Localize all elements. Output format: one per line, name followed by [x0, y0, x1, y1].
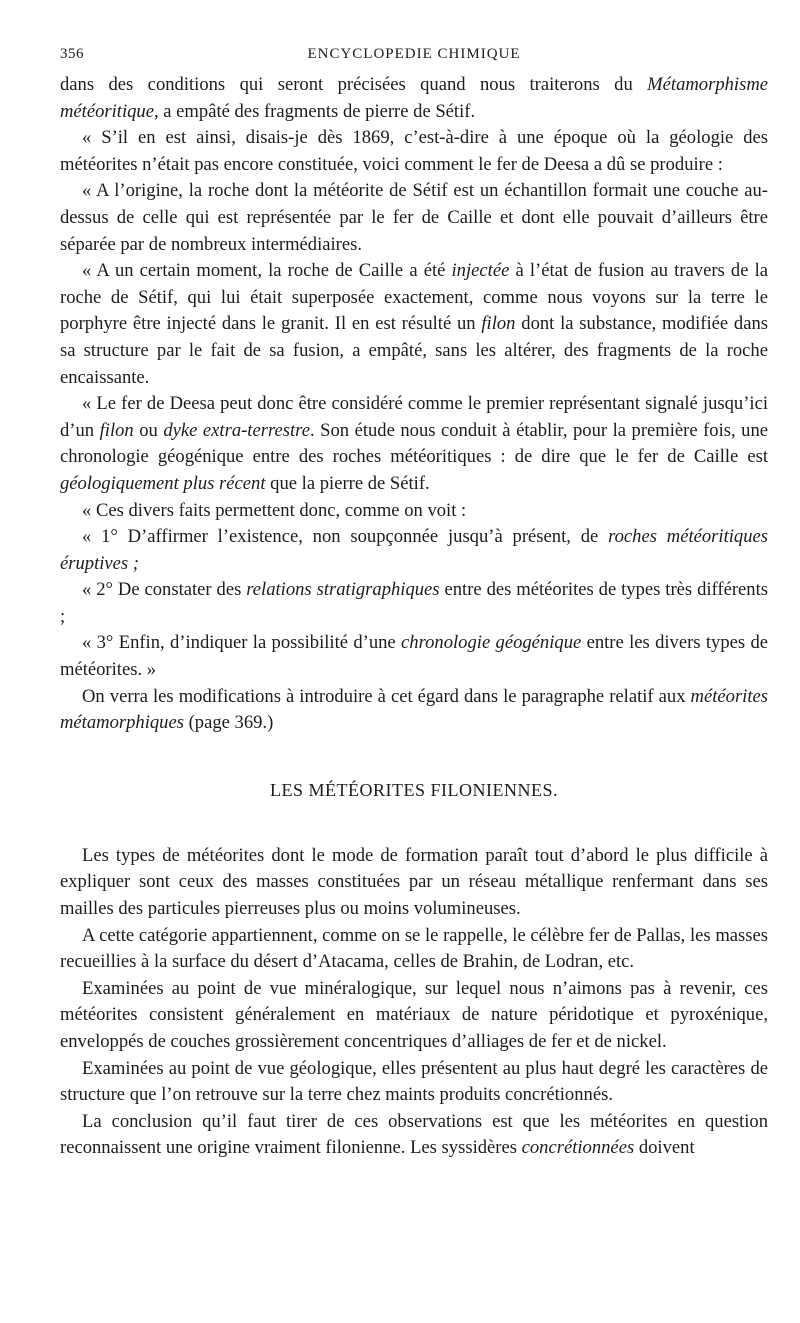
- text-run: doivent: [634, 1137, 695, 1159]
- text-run: . Son étude nous conduit à établir, pour la première fois, une chronologie géogénique entre des roches météoritiques : de dire que le fer de Caille est: [60, 419, 768, 468]
- text-run: « S’il en est ainsi, disais-je dès 1869, c’est-à-dire à une époque où la géologie des météorites n’était pas encore constituée, voici comment le fer de Deesa a dû se produire :: [60, 127, 768, 175]
- section-heading: LES MÉTÉORITES FILONIENNES.: [270, 779, 558, 800]
- text-run: dans des conditions qui seront précisées quand nous traiterons du: [60, 74, 648, 95]
- text-run: On verra les modifications à introduire à cet égard dans le paragraphe relatif aux: [82, 685, 691, 707]
- paragraph: [60, 391, 768, 497]
- italic-text: concrétionnées: [521, 1137, 635, 1159]
- text-run: « Ces divers faits permettent donc, comme on voit :: [82, 499, 467, 521]
- book-page: [60, 44, 768, 1304]
- paragraph: [60, 976, 768, 1056]
- paragraph: [60, 498, 768, 525]
- italic-text: filon: [481, 313, 516, 335]
- text-run: La conclusion qu’il faut tirer de ces observations est que les météorites en question reconnaissent une origine vraiment filonienne. Les syssidères: [60, 1110, 768, 1159]
- paragraph: [60, 524, 768, 577]
- running-title: ENCYCLOPEDIE CHIMIQUE: [307, 46, 521, 62]
- body-text-top: [60, 72, 768, 737]
- text-run: à l’état de fusion au travers de la roche de Sétif, qui lui était superposée exactement, comme nous voyons sur la terre le porphyre être injecté dans le granit. Il en est résulté un: [60, 260, 768, 335]
- italic-text: géologiquement plus récent: [60, 472, 266, 494]
- paragraph: [60, 125, 768, 178]
- text-run: entre les divers types de météorites. »: [60, 632, 768, 681]
- text-run: ou: [133, 419, 164, 441]
- italic-text: Métamorphisme météoritique: [60, 74, 768, 122]
- text-run: « Le fer de Deesa peut donc être considéré comme le premier représentant signalé jusqu’ici d’un: [60, 393, 768, 441]
- paragraph: [60, 684, 768, 737]
- italic-text: filon: [99, 419, 134, 441]
- text-run: « A un certain moment, la roche de Caille a été: [82, 260, 452, 282]
- paragraph: [60, 630, 768, 683]
- text-run: entre des météorites de types très différents ;: [60, 579, 768, 627]
- text-run: Examinées au point de vue géologique, elles présentent au plus haut degré les caractères de structure que l’on retrouve sur la terre chez maints produits concrétionnés.: [60, 1057, 768, 1106]
- page-number: 356: [60, 46, 84, 62]
- paragraph: [60, 923, 768, 976]
- paragraph: [60, 843, 768, 923]
- italic-text: chronologie géogénique: [401, 632, 582, 654]
- running-head: [60, 44, 768, 72]
- text-run: « 2° De constater des: [82, 579, 247, 601]
- text-run: (page 369.): [183, 712, 274, 734]
- text-run: Examinées au point de vue minéralogique, sur lequel nous n’aimons pas à revenir, ces météorites consistent généralement en matériaux de nature péridotique et pyroxénique, enveloppés de couches grossièrement concentriques d’alliages de fer et de nickel.: [60, 977, 768, 1052]
- text-run: Les types de météorites dont le mode de formation paraît tout d’abord le plus difficile à expliquer sont ceux des masses constituées par un réseau métallique renfermant dans ses mailles des particules pierreuses plus ou moins volumineuses.: [60, 844, 768, 920]
- paragraph: [60, 577, 768, 630]
- text-run: dont la substance, modifiée dans sa structure par le fait de sa fusion, a empâté, sans les altérer, des fragments de la roche encaissante.: [60, 313, 768, 388]
- text-run: « 1° D’affirmer l’existence, non soupçonnée jusqu’à présent, de: [82, 526, 609, 548]
- body-text-bottom: [60, 843, 768, 1162]
- paragraph: [60, 72, 768, 125]
- text-run: « 3° Enfin, d’indiquer la possibilité d’une: [82, 632, 402, 654]
- italic-text: roches météoritiques éruptives ;: [60, 526, 768, 574]
- italic-text: injectée: [451, 260, 510, 282]
- text-run: que la pierre de Sétif.: [265, 472, 430, 494]
- text-run: « A l’origine, la roche dont la météorite de Sétif est un échantillon formait une couche au-dessus de celle qui est représentée par le fer de Caille et dont elle pouvait d’ailleurs être séparée par de nombreux intermédiaires.: [60, 180, 768, 255]
- paragraph: [60, 178, 768, 258]
- text-run: , a empâté des fragments de pierre de Sétif.: [153, 100, 476, 122]
- italic-text: dyke extra-terrestre: [163, 419, 310, 441]
- text-run: A cette catégorie appartiennent, comme on se le rappelle, le célèbre fer de Pallas, les masses recueillies à la surface du désert d’Atacama, celles de Brahin, de Lodran, etc.: [60, 924, 768, 973]
- italic-text: météorites métamorphiques: [60, 685, 768, 734]
- paragraph: [60, 258, 768, 391]
- italic-text: relations stratigraphiques: [246, 579, 440, 601]
- paragraph: [60, 1109, 768, 1162]
- paragraph: [60, 1056, 768, 1109]
